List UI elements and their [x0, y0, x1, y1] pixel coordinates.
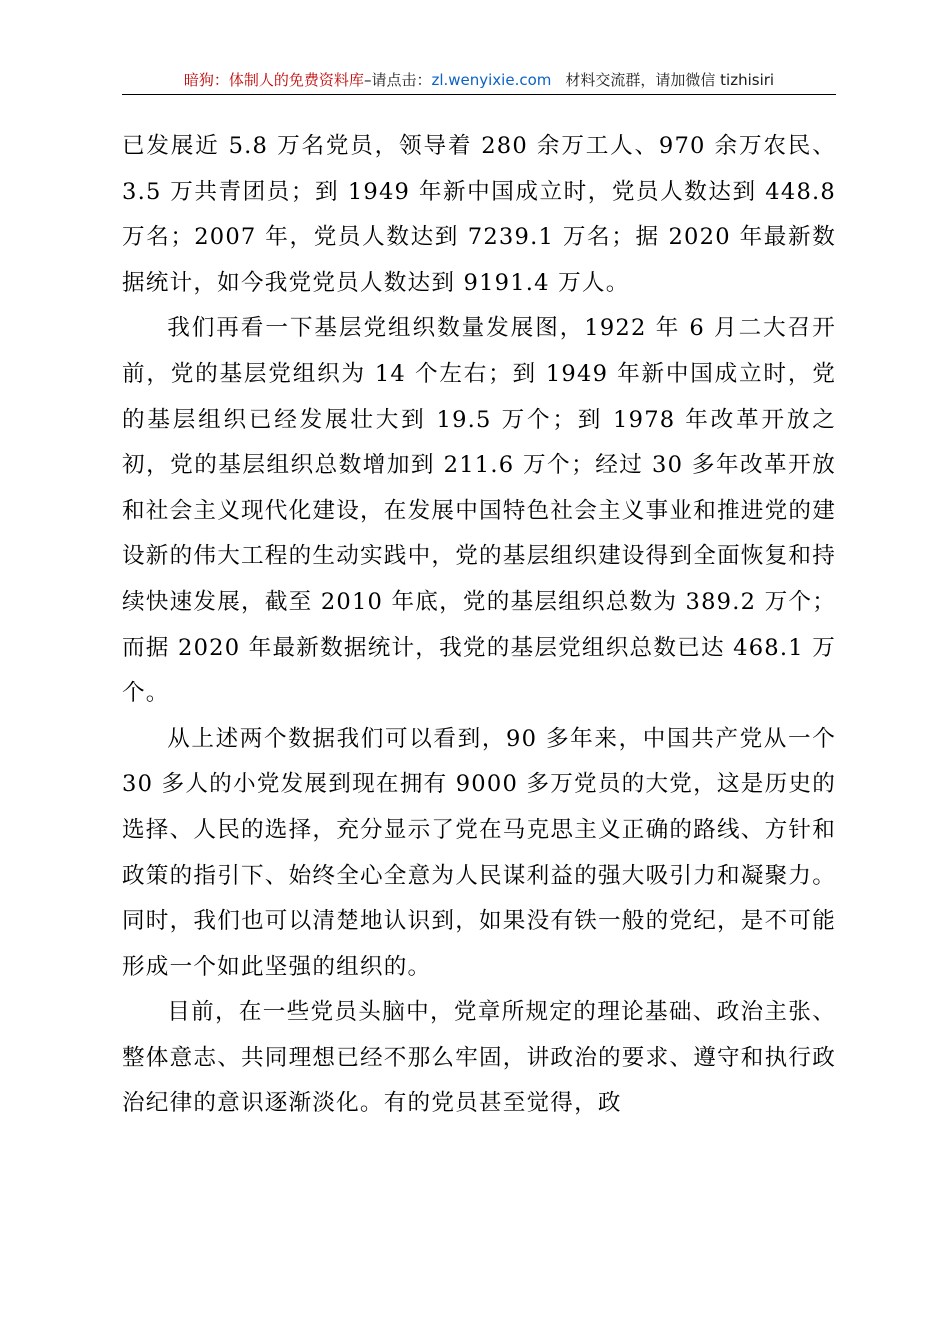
document-body [122, 124, 836, 1127]
paragraph-3: 从上述两个数据我们可以看到，90 多年来，中国共产党从一个 30 多人的小党发展到现在拥有 9000 多万党员的大党，这是历史的选择、人民的选择，充分显示了党在马克思主义正确的路线、方针和政策的指引下、始终全心全意为人民谋利益的强大吸引力和凝聚力。同时，我们也可以清楚地认识到，如果没有铁一般的党纪，是不可能形成一个如此坚强的组织的。 [122, 725, 836, 980]
header-contact: 材料交流群，请加微信 tizhisiri [565, 71, 775, 89]
header-url-link[interactable]: zl.wenyixie.com [431, 71, 552, 89]
paragraph-2: 我们再看一下基层党组织数量发展图，1922 年 6 月二大召开前，党的基层党组织为 14 个左右；到 1949 年新中国成立时，党的基层组织已经发展壮大到 19.5 万个；到 1978 年改革开放之初，党的基层组织总数增加到 211.6 万个；经过 30 多年改革开放和社会主义现代化建设，在发展中国特色社会主义事业和推进党的建设新的伟大工程的生动实践中，党的基层组织建设得到全面恢复和持续快速发展，截至 2010 年底，党的基层组织总数为 389.2 万个；而据 2020 年最新数据统计，我党的基层党组织总数已达 468.1 万个。 [122, 315, 836, 707]
header-click-text: –请点击： [363, 71, 432, 89]
paragraph-1: 已发展近 5.8 万名党员，领导着 280 余万工人、970 余万农民、3.5 万共青团员；到 1949 年新中国成立时，党员人数达到 448.8 万名；2007 年，党员人数达到 7239.1 万名；据 2020 年最新数据统计，如今我党党员人数达到 9191.4 万人。 [122, 133, 836, 296]
header-promo-title: 暗狗：体制人的免费资料库 [183, 71, 364, 89]
page-header [122, 66, 836, 95]
paragraph-4: 目前，在一些党员头脑中，党章所规定的理论基础、政治主张、整体意志、共同理想已经不那么牢固，讲政治的要求、遵守和执行政治纪律的意识逐渐淡化。有的党员甚至觉得，政 [122, 999, 836, 1117]
